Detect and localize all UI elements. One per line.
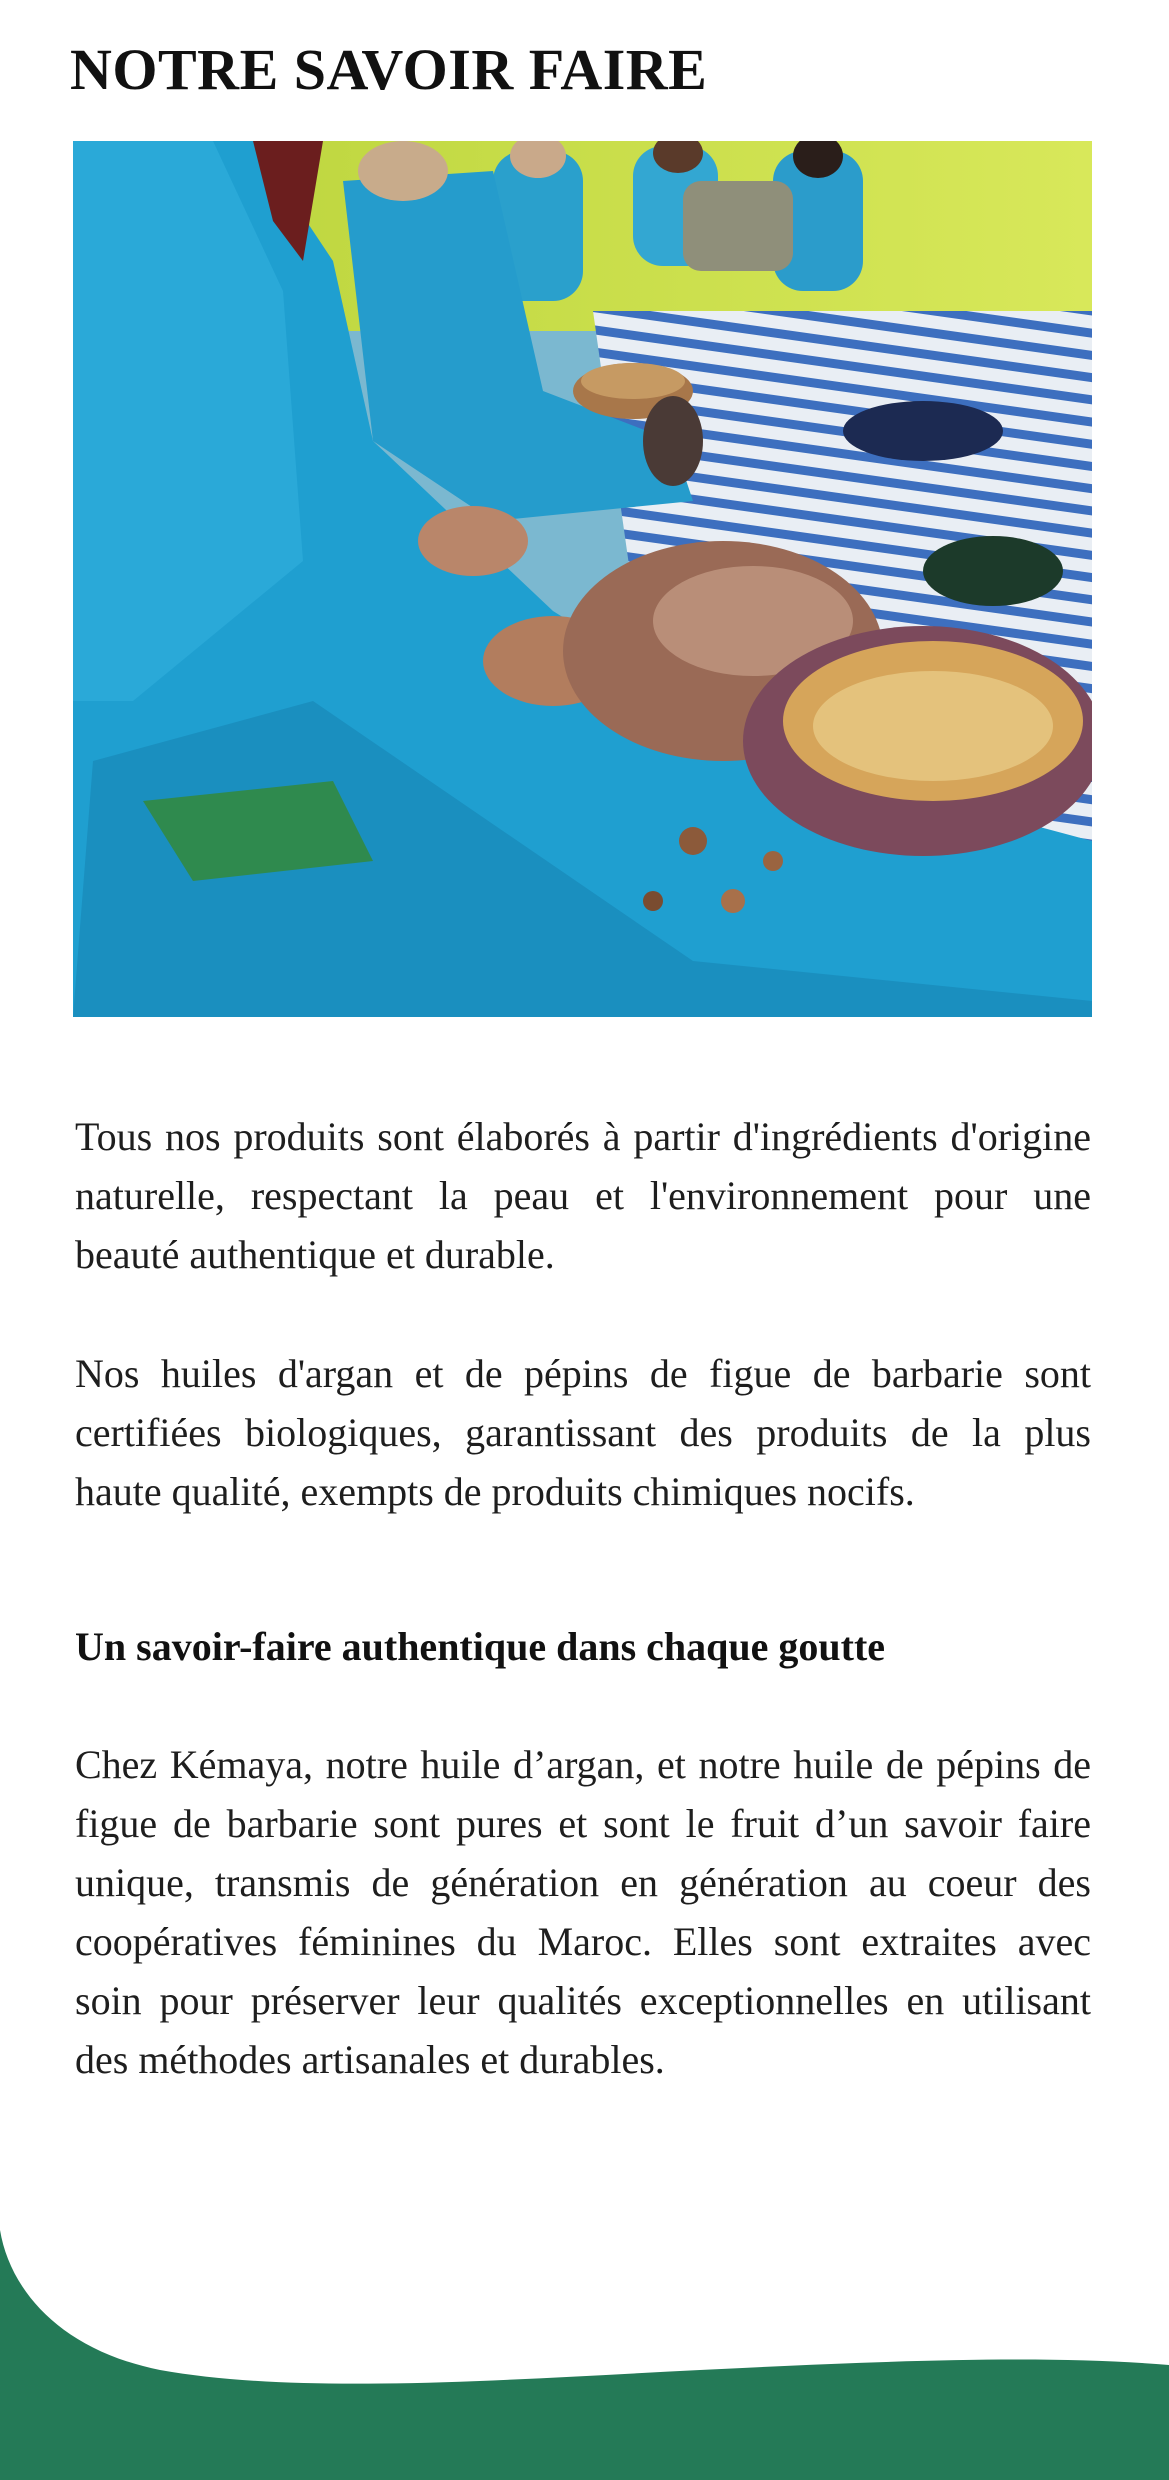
- story-paragraph: Chez Kémaya, notre huile d’argan, et notre huile de pépins de figue de barbarie sont pures et sont le fruit d’un savoir faire unique, transmis de génération en génération au coeur des coopératives féminines du Maroc. Elles sont extraites avec soin pour préserver leur qualités exceptionnelles en utilisant des méthodes artisanales et durables.: [75, 1742, 1091, 2082]
- footer-green-wave: [0, 2230, 1169, 2480]
- certification-paragraph: Nos huiles d'argan et de pépins de figue de barbarie sont certifiées biologiques, garantissant des produits de la plus haute qualité, exempts de produits chimiques nocifs.: [75, 1351, 1091, 1514]
- cooperative-photo: [73, 141, 1092, 1017]
- page-title: NOTRE SAVOIR FAIRE: [70, 37, 708, 102]
- argan-workshop-image: [73, 141, 1092, 1017]
- section-subheading: Un savoir-faire authentique dans chaque goutte: [75, 1624, 886, 1669]
- intro-paragraph: Tous nos produits sont élaborés à partir d'ingrédients d'origine naturelle, respectant la peau et l'environnement pour une beauté authentique et durable.: [75, 1114, 1091, 1277]
